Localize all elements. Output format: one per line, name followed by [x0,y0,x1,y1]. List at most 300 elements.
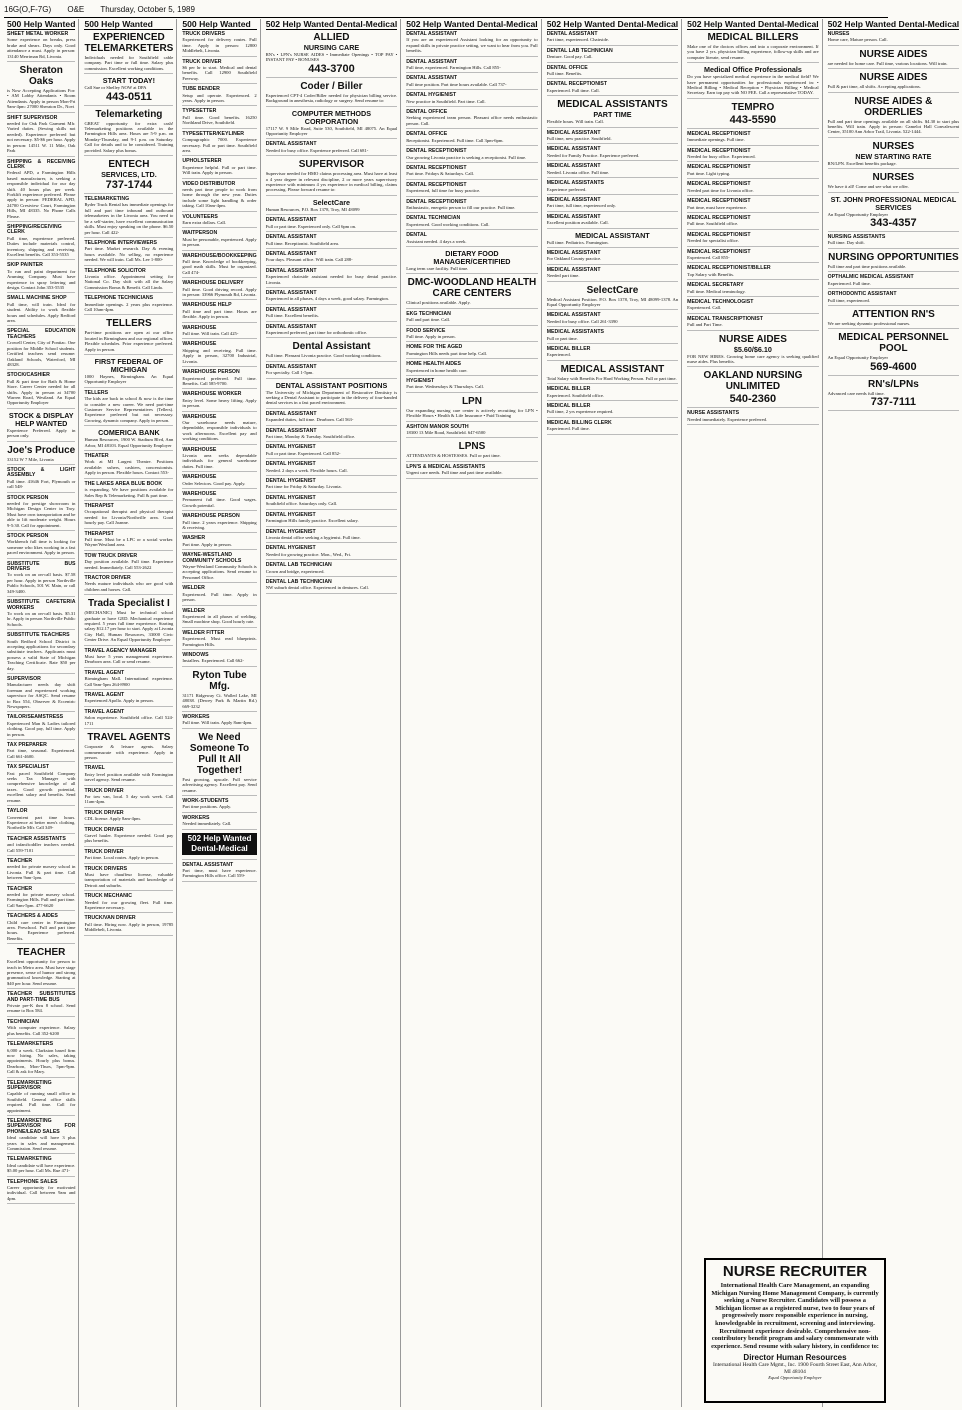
ad-body: needed for Oak Park Garment Mfr. Varied duties. (Sewing skills not needed). Experience preferred but not necessary. $5-$6 per hour. Apply in person: 14511 W. 11 Mile, Oak Park [7,121,76,154]
ad-headline: MEDICAL ASSISTANTS [557,99,668,111]
ad-body: 1000 Haynes, Birmingham. An Equal Opportunity Employer [84,374,174,385]
ad-body: 18300 13 Mile Road, Southfield. 647-6500 [406,430,486,436]
classified-ad [547,147,678,161]
classified-ad [182,109,256,128]
column-3 [179,19,260,1407]
ad-title: MEDICAL ASSISTANT [546,312,601,319]
ad-body: Part time, full time, experienced only. [546,203,617,209]
ad-body: Full time. Southfield office. [687,221,739,227]
classified-ad [182,492,256,511]
ad-body: Experienced. Call. [687,305,722,311]
ad-body: Wayne-Westland Community Schools is accepting applications. Send resume to Personnel Office. [182,564,257,580]
ad-headline: TEMPRO [731,101,775,113]
ad-title: VIDEO DISTRIBUTOR [182,180,236,187]
classified-ad [406,396,537,422]
ad-title: HOME HEALTH AIDES [406,361,461,368]
banner-director: Director Human Resources [743,1353,847,1363]
classified-ad [84,429,173,451]
ad-title: WAREHOUSE [182,491,217,497]
classified-ad [828,72,959,92]
ad-body: Experienced. Good working conditions. Call. [406,221,490,227]
ad-headline: Telemarketing [95,108,163,120]
ad-title: SUBSTITUTE BUS DRIVERS [7,560,76,573]
classified-ad [84,789,173,808]
classified-ad [406,441,537,461]
ad-headline: ATTENTION RN'S [852,308,935,320]
ad-title: TRUCK DRIVER [84,787,124,794]
ad-body: Day position available. Full time. Experience needed. Immediately. Call 553-2622 [84,559,174,570]
ad-body: Needed part time. [546,273,580,279]
classified-ad [182,653,256,667]
classified-ad [547,82,678,96]
classified-ad [182,392,256,411]
classified-ad [84,358,173,388]
ad-title: DENTAL LAB TECHNICIAN [265,578,332,585]
ad-body: Total Salary with Benefits For Hard Working Person. Full or part time. [546,375,677,381]
ad-subheadline: PART TIME [593,110,632,120]
ad-body: Manufacturer needs day shift foreman and experienced working supervisor for ASQC. Send resume to Box 554, Observer & Eccentric Newspapers. [7,682,76,709]
classified-ad [7,887,75,912]
ad-body: 31171 Ridgeway Ct. Walled Lake, MI 48038. (Dewey Park & Martin Rd.) 669-3232 [182,692,257,709]
ad-title: DENTAL HYGIENIST [265,461,316,468]
classified-ad [84,197,173,238]
ad-body: To work on an on-call basis. $5.31 hr. Apply in person Northville Public Schools. [7,610,76,627]
ad-body: Ryder Truck Rental has immediate openings for full and part time inbound and outbound telemarketers in the Livonia area. You need to be a self-starter, have excellent communication skills. Must enjoy speaking on the phone. $6.50 per hour. Call 422- [84,202,174,235]
ad-body: Part time. Wednesdays & Thursdays. Call. [406,384,485,390]
classified-ad [266,110,397,140]
ad-headline: OAKLAND NURSING UNLIMITED [703,370,803,393]
section-name: O&E [67,5,85,14]
column-heading: 500 Help Wanted [84,19,173,30]
ad-body: Experienced in all phases, 4 days a week, good salary. Farmington. [265,296,389,302]
banner-body: International Health Care Management, an expanding Michigan Nursing Home Management Company, is currently seeking a Nurse Recruiter. Candidates will possess a Michigan license as a registered nurse, two to four years of progressively more responsible experience in nursing, knowledgeable in recruitment, screening and interviewing. Recruitment experience desirable. Comprehensive non-contributory benefit program and salary commensurate with experience. Send resume with salary history, in confidence to: [711,1282,879,1350]
ad-title: MEDICAL RECEPTIONIST/BILLER [687,265,771,272]
ad-body: Part-time positions are open at our office located in Birmingham and our regional offices. Flexible schedules. Prior experience preferred. Apply in person. [84,330,174,352]
classified-ad [266,81,397,107]
ad-title: TAILOR/SEAMSTRESS [7,714,64,721]
classified-ad [406,183,537,197]
ad-subheadline: COMPUTER METHODS CORPORATION [291,108,371,126]
ad-body: Experienced. Must read blueprints. Farmington Hills. [182,636,257,647]
ad-body: Medical Assistant Position. P.O. Box 1378, Troy, MI 48099-1378. An Equal Opportunity Employer [546,296,679,307]
ad-phone: 540-2360 [729,393,777,406]
classified-ad [687,334,818,368]
classified-ad [547,330,678,344]
ad-body: Full time. Pleasant Livonia practice. Good working conditions. [265,353,382,359]
ad-headline: RN's/LPNs [868,378,919,390]
ad-title: TRUCK DRIVERS [84,865,128,872]
ad-headline: NURSES [872,140,915,152]
ad-phone: 569-4600 [870,360,917,373]
ad-title: OPTHALMIC MEDICAL ASSISTANT [827,274,914,281]
banner-title: NURSE RECRUITER [722,1263,868,1280]
classified-ad [84,867,173,892]
ad-title: MEDICAL BILLER [546,403,591,410]
classified-ad [7,992,75,1017]
ad-body: Work at MI Largest Theatre. Positions available: ushers, cashiers, concessionists. Apply in person. Flexible hours. Contact 553- [84,459,174,476]
ad-body: Federal APD, a Farmington Hills based manufacturer, is seeking a responsible individual for our day shift. 40 hours plus per week. Forklift experience preferred. Please apply in person: FEDERAL APD, 24700 Crestview Court, Farmington Hills, MI 48335. No Phone Calls Please. [7,170,76,219]
ad-body: Denture. Good pay. Call. [546,54,593,60]
classified-ad [266,445,397,459]
ad-title: DENTAL OFFICE [546,64,588,71]
ad-body: Excellent position available. Call. [546,220,609,226]
ad-body: Experienced. Call 855- [687,254,730,260]
ad-body: Full time. Day shift. [827,240,865,246]
ad-title: MEDICAL BILLER [546,386,591,393]
ad-body: Crowell Center, City of Pontiac. One position for Middle School students. Certified teachers send resume: Oakland Schools, Waterford, MI 48328. [7,340,76,367]
ad-body: Needed. Livonia office. Full time. [546,169,610,175]
ad-title: TELEPHONE SALES [7,1178,58,1185]
ad-body: To work on an on-call basis. $7.58 per hour. Apply in person Northville Public Schools, 501 W. Main, or call 349-3400. [7,572,76,594]
ad-title: DENTAL LAB TECHNICIAN [265,562,332,569]
classified-ad [266,382,397,409]
classified-ad [266,235,397,249]
classified-ad [7,225,75,260]
ad-title: HYGIENIST [406,378,435,385]
ad-body: needed for prestige showroom in Michigan Design Center in Troy. Must have own transportation and be able to lift moderate weight. Hours 9-5:30. Call for appointment. [7,501,76,528]
ad-phone: 737-1744 [105,179,153,192]
ad-headline: MEDICAL ASSISTANT [560,363,665,375]
classified-ad [687,317,818,331]
ad-title: SMALL MACHINE SHOP [7,295,67,302]
ad-title: DENTAL RECEPTIONIST [406,181,467,188]
classified-ad [182,715,256,729]
classified-ad [7,743,75,762]
ad-body: Needs mature individuals who are good with children and horses. Call. [84,581,174,592]
ad-body: Supervisor needed for HMO claims processing area. Must have at least a 4 year degree in relevant discipline, 2 or more years supervisory experience with minimum 4 yrs experience in medical billing, claims processing. Please forward resume to: [265,171,398,193]
ad-title: DENTAL LAB TECHNICIAN [546,47,613,54]
classified-ad [828,379,959,411]
ad-body: Experience helpful. Full or part time. Will train. Apply in person. [182,164,257,176]
ad-title: MEDICAL BILLER [546,346,591,352]
classified-ad [7,715,75,740]
ad-body: Livonia dental office seeking a hygienist. Full time. [265,534,361,540]
ad-body: Full & part time, all shifts. Accepting applications. [827,84,921,90]
column-heading: 502 Help Wanted Dental-Medical [827,19,960,29]
ad-body: Gravel hauler. Experience needed. Good pay plus benefits. [84,832,174,844]
ad-title: TAX PREPARER [7,742,47,749]
classified-ad [547,181,678,195]
ad-body: Must have 5 years management experience. Dearborn area. Call or send resume. [84,654,174,665]
ad-subheadline: ST. JOHN PROFESSIONAL MEDICAL SERVICES [830,194,957,212]
ad-body: Full or part time. [546,335,578,341]
ad-body: Receptionist. Experienced. Full time. Call 3pm-6pm. [406,137,504,143]
ad-body: Assistant needed. 4 days a week. [406,238,467,244]
ad-body: For specialty. Call 1-5pm. [265,370,314,376]
ad-subheadline: FIRST FEDERAL OF MICHIGAN [94,357,164,374]
ad-body: Full time. Pediatrics. Farmington. [546,239,609,245]
ad-body: 33152 W 7 Mile, Livonia [7,456,54,462]
ad-body: Corporate & leisure agents. Salary commensurate with experience. Apply in person. [84,744,174,760]
ad-headline: LPN [461,395,482,407]
ad-title: MEDICAL ASSISTANT [546,213,601,220]
ad-body: Full time and part time. Hours are flexible. Apply in person. [182,308,257,320]
ad-body: Full time. Knowledge of bookkeeping, good math skills. Must be organized. Call 474- [182,259,257,275]
ad-body: Part time for Friday & Saturday. Livonia. [265,484,342,490]
classified-ad [547,251,678,265]
ad-title: WAREHOUSE DELIVERY [182,280,244,287]
ad-body: Needed for Family Practice. Experience preferred. [546,152,640,158]
classified-ad [84,598,173,645]
classified-ad [84,671,173,690]
classified-ad [687,370,818,408]
classified-ad [266,563,397,577]
classified-ad [266,325,397,339]
ad-title: STOCK PERSON [7,494,49,501]
classified-ad [182,32,256,57]
classified-ad [182,370,256,389]
ad-body: Private pre-K thru 8 school. Send resume to Box 584. [7,1003,76,1014]
ad-body: Child care center in Farmington area. Preschool. Full and part time hours. Experience preferred. Benefits. [7,919,76,941]
ad-title: TRUCK DRIVER [84,826,124,833]
ad-title: MEDICAL RECEPTIONIST [687,181,751,188]
classified-ad [182,215,256,229]
ad-title: DENTAL RECEPTIONIST [546,81,608,88]
classified-ad [266,479,397,493]
ad-body: Ideal candidate will have experience. $5.00 per hour. Call Ms. Rue 471- [7,1162,76,1174]
ad-body: GREAT opportunity for extra cash! Telemarketing positions available in the Farmington Hills area. Hours are 5-9 p.m. on Monday-Thursday, and 9-1 p.m. on Saturday. Call for details and to be considered. Training provided. Salary plus bonus. [84,120,174,153]
classified-ad [266,269,397,288]
ad-subheadline: NEW STARTING RATE [855,151,932,161]
ad-title: STOCK/CASHIER [7,372,50,379]
ad-title: MEDICAL RECEPTIONIST [687,214,751,221]
classified-ad [687,149,818,163]
banner-eoe: Equal Opportunity Employer [768,1375,822,1381]
ad-body: An Equal Opportunity Employer [827,355,889,361]
ad-body: is expanding. We have positions available for Sales Rep & Telemarketing. Full & part time. [84,487,174,498]
ad-body: Call Sue or Shelley NOW at DPA [84,85,147,91]
classified-ad [182,732,256,796]
ad-body: Full time, experienced. [827,297,871,303]
ad-body: 6,000 a week. Clarkston based firm now hiring. No sales, taking appointments. Hourly plus bonus. Dearborn, Mon-Thurs, 5pm-9pm. Call & ask for Mary. [7,1047,76,1075]
classified-ad [182,448,256,473]
ad-title: SUPERVISOR [7,675,41,682]
ad-subheadline: START TODAY! [102,76,155,86]
ad-body: Order Selectors. Good pay. Apply. [182,480,246,486]
nurse-recruiter-ad [704,1258,886,1403]
classified-ad [266,462,397,476]
classified-ad [7,373,75,408]
issue-date: Thursday, October 5, 1989 [100,5,195,14]
ad-body: is Now Accepting Applications For: • AM Lobby Attendants • Room Attendants. Apply in person Mon-Fri 9am-4pm: 27000 Sheraton Dr., Novi [7,88,76,110]
ad-body: Full time. Good driving record. Apply in person: 33966 Plymouth Rd, Livonia. [182,286,257,298]
classified-ad [182,132,256,157]
ad-body: Setup and operate. Experienced. 2 years. Apply in person. [182,92,257,104]
ad-headline: NURSE AIDES [859,48,928,60]
classified-ad [547,32,678,46]
ad-title: TELEMARKETING SUPERVISOR FOR PHONE/LEAD SALES [7,1117,76,1135]
ad-title: NURSING ASSISTANTS [827,234,886,241]
ad-title: TELLERS [84,389,109,396]
ad-subheadline: SelectCare [312,197,351,207]
classified-ad [84,576,173,595]
ad-title: DENTAL HYGIENIST [265,528,316,535]
ad-body: Full or part time. Experienced only. Call 6pm on. [265,223,357,229]
ad-subheadline: STOCK & DISPLAY HELP WANTED [8,410,74,428]
ad-title: TELEPHONE INTERVIEWERS [84,239,157,246]
classified-ad [547,268,678,282]
classified-ad [266,218,397,232]
ad-title: SKIP PAINTER [7,262,43,269]
ad-title: DENTAL HYGIENIST [265,511,316,518]
ad-subheadline: DENTAL ASSISTANT POSITIONS [275,380,388,390]
ad-title: DENTAL ASSISTANT [265,306,317,313]
ad-title: TELEMARKETING [7,1156,52,1163]
ad-title: MEDICAL RECEPTIONIST [687,164,751,171]
classified-ad [7,809,75,834]
ad-body: Compugraphic 7000. Experience necessary. Full or part time. Southfield area. [182,137,257,153]
classified-ad [406,110,537,129]
ad-body: Experienced Man & Ladies tailored clothing. Good pay, full time. Apply in person. [7,720,76,737]
classified-ad [182,60,256,85]
classified-ad [7,329,75,370]
ad-body: NW suburb dental office. Experienced in dentures. Call. [265,585,369,591]
ad-body: Career opportunity for motivated individual. Call between 9am and 4pm. [7,1185,76,1201]
classified-ad [406,465,537,479]
classified-ad [406,76,537,90]
ad-phone: 443-5590 [729,113,777,126]
classified-ad [84,916,173,935]
classified-ad [828,172,959,192]
ad-body: needs part time people to work from home through the new year. Duties include some light handling & order taking. Call 10am-4pm. [182,186,257,209]
classified-ad [7,445,75,465]
ad-body: Full and part time openings available on all shifts. $4.30 to start plus benefits. Will train. Apply in person: Camelot Hall Convalescent Center, 35100 Ann Arbor Trail, Livonia. 522-1444. [827,118,960,135]
ad-body: Full or part time. Experienced. Call 852- [265,450,341,456]
classified-ad [687,165,818,179]
classified-ad [84,732,173,763]
classified-ad [182,536,256,550]
ad-body: Crown and bridge, experienced. [265,568,325,574]
ad-title: TRAVEL [84,765,105,772]
classified-ad [266,341,397,361]
classified-ad [7,496,75,531]
classified-ad [84,77,173,105]
ad-body: Part time. Market research. Day & evening hours available. No selling, no experience needed. We will train. Call Ms. Lee 1-800- [84,246,174,263]
classified-ad [7,1157,75,1176]
ad-title: DENTAL ASSISTANT [406,58,458,65]
ad-body: Immediate openings. Full time. [687,137,745,143]
ad-title: WORK-STUDENTS [182,798,229,804]
ad-title: HOME FOR THE AGED [406,344,463,351]
ad-body: To run and paint department for Aruming Company. Must have experience in spray lettering and design. Contact John 353-5535 [7,268,76,291]
ad-body: Needed for growing practice. Mon., Wed., Fri. [265,551,351,557]
ad-body: Entry level. Some heavy lifting. Apply in person. [182,397,257,409]
classified-ad [84,391,173,426]
ad-body: Full time, will train. Ideal for student. Ability to work flexible hours and schedules. Apply Redford area. [7,301,76,324]
column-7 [684,19,822,1407]
ad-title: TRUCK MECHANIC [84,893,133,900]
ad-body: Part time, Monday & Tuesday. Southfield office. [265,434,356,440]
classified-ad [182,326,256,340]
ad-body: Flexible hours. Will train. Call. [546,119,604,125]
classified-ad [547,49,678,63]
ad-body: ATTENDANTS & HOSTESSES. Full or part time. [406,453,501,459]
classified-ad [547,66,678,80]
ad-body: Ideal candidate will have 3 plus years in sales and management. Commission. Send resume. [7,1135,76,1151]
ad-body: Home care, Mature person. Call. [827,37,888,43]
ad-body: Experienced. [546,352,571,358]
ad-body: needed for private nursery school. Farmington Hills. Full and part time. Call 9am-5pm. 477-6620 [7,891,76,908]
classified-ad [84,159,173,194]
ad-title: MEDICAL TRANSCRIPTIONIST [687,315,763,322]
ad-body: Must have chauffeur license, valuable transportation of materials and knowledge of Detroit and suburbs. [84,872,174,888]
ad-body: Full and Part Time. [687,322,723,328]
classified-ad [7,562,75,597]
ad-body: South Redford School District is accepting applications for secondary substitute teachers. Applicants must possess a valid State of Michigan Teaching Certificate. Rate $50 per day. [7,638,76,671]
ad-title: MEDICAL ASSISTANT [546,266,601,273]
classified-ad [687,216,818,230]
ad-body: Part time, must have experience. Farmington Hills office. Call 559- [182,868,257,879]
classified-ad [182,514,256,533]
ad-body: CDL license. Apply 8am-4pm. [84,816,141,822]
ad-title: MEDICAL ASSISTANT [546,249,601,256]
classified-ad [84,710,173,729]
classified-ad [547,404,678,418]
ad-title: TEACHER ASSISTANTS [7,835,66,842]
classified-ad [266,142,397,156]
ad-body: Permanent full time. Good wages. Growth potential. [182,497,257,508]
classified-ad [7,534,75,559]
ad-title: DENTAL ASSISTANT [406,31,458,37]
ad-body: Our warehouse needs mature, dependable, responsible individuals to work afternoons. Excellent pay and working conditions. [182,419,257,442]
ad-title: TEACHERS & AIDES [7,913,58,920]
classified-ad [266,308,397,322]
ad-body: Needed immediately. Call. [182,821,232,827]
ad-title: MEDICAL ASSISTANTS [546,180,604,187]
ad-body: Part time. Fridays & Saturdays. Call. [406,171,475,177]
ad-headline: TRAVEL AGENTS [87,732,171,744]
classified-ad [84,109,173,156]
classified-ad [266,513,397,527]
ad-body: An Equal Opportunity Employer [827,211,889,217]
ad-body: Needed for busy office. Call 261-3390 [546,318,618,324]
classified-ad [406,329,537,343]
ad-title: WASHER [182,535,206,542]
classified-ad [687,283,818,297]
classified-ad [182,415,256,445]
ad-title: WAREHOUSE/BOOKKEEPING [182,252,257,259]
classified-columns [4,19,960,1407]
ad-body: Immediate openings. 2 years plus experience. Call 10am-4pm. [84,301,174,312]
ad-title: DENTAL ASSISTANT [406,75,458,82]
ad-title: WORKERS [182,814,210,821]
classified-ad [182,553,256,583]
classified-ad [406,166,537,180]
classified-ad [406,425,537,439]
ad-body: Enthusiastic, energetic person to fill our practice. Full time. [406,204,516,210]
ad-title: SHIPPING/RECEIVING CLERK [7,223,62,236]
ad-body: Experienced. Full time. Call. [546,87,600,93]
ad-title: TAYLOR [7,808,28,815]
classified-ad [84,269,173,294]
ad-body: Full time, experience preferred. Duties include materials control, inventory, shipping and receiving. Excellent benefits. Call 353-5535 [7,235,76,257]
ad-body: Part time, seasonal. Experienced. Call 661-4600. [7,748,76,759]
page-id: 16G(O,F-7G) [4,5,52,14]
classified-ad [7,468,75,493]
ad-body: Capable of running small office in Southfield. General office skills required. Full time. Call for appointment. [7,1091,76,1113]
ad-title: DENTAL ASSISTANT [546,31,598,37]
classified-ad [687,266,818,280]
classified-ad [182,342,256,367]
ad-title: DENTAL HYGIENIST [406,92,457,99]
ad-headline: Joe's Produce [7,444,76,456]
ad-title: TELEPHONE SOLICITOR [84,267,146,274]
ad-title: SUBSTITUTE TEACHERS [7,632,70,639]
ad-headline: NURSES [872,172,915,184]
ad-headline: MEDICAL PERSONNEL POOL [838,332,949,355]
ad-body: Excellent opportunity for person to teach in Metro area. Must have stage presence, sense of humor and strong grammatical knowledge. Starting at $40 per hour. Send resume. [7,959,76,986]
ad-body: Part time, must have experience. [687,204,748,210]
